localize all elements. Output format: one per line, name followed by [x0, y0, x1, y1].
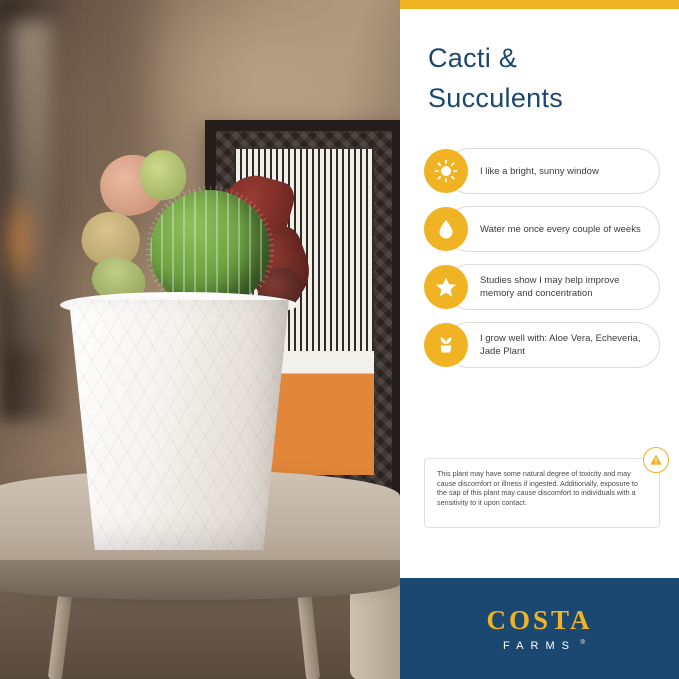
star-icon: [424, 265, 468, 309]
sun-icon: [424, 149, 468, 193]
brand-name-secondary: [503, 640, 585, 652]
toxicity-warning: [424, 458, 660, 528]
trademark-symbol: ®: [580, 640, 585, 646]
water-drop-icon: [424, 207, 468, 251]
page-title-line1: Cacti &: [428, 43, 518, 73]
info-panel: [400, 0, 679, 679]
photo-warm-accent: [0, 185, 40, 295]
brand-footer: [400, 578, 679, 679]
care-fact-text: Water me once every couple of weeks: [480, 223, 641, 235]
pot-texture: [62, 300, 296, 550]
accent-top-bar: [400, 0, 679, 9]
care-fact-water: [424, 206, 660, 252]
care-fact-text: I grow well with: Aloe Vera, Echeveria, Jade Plant: [480, 333, 641, 357]
page-title-line2: Succulents: [428, 83, 564, 113]
care-fact-benefit: [424, 264, 660, 310]
care-fact-text: Studies show I may help improve memory and concentration: [480, 275, 620, 299]
table-edge: [0, 560, 400, 600]
page-title: [428, 38, 668, 118]
care-fact-light: [424, 148, 660, 194]
care-facts-list: [424, 148, 660, 380]
potted-plant-icon: [424, 323, 468, 367]
toxicity-warning-text: This plant may have some natural degree of toxicity and may cause discomfort or illness if ingested. Additionally, exposure to the sap of this plant may cause discomfort to individuals with a sensitivity to it upon contact.: [437, 469, 638, 507]
ceramic-pot: [62, 300, 296, 550]
brand-name-primary: COSTA: [486, 605, 593, 635]
care-fact-text: I like a bright, sunny window: [480, 165, 599, 177]
caution-icon: [643, 447, 669, 473]
care-fact-companions: [424, 322, 660, 368]
brand-name-secondary-text: FARMS: [503, 640, 576, 652]
